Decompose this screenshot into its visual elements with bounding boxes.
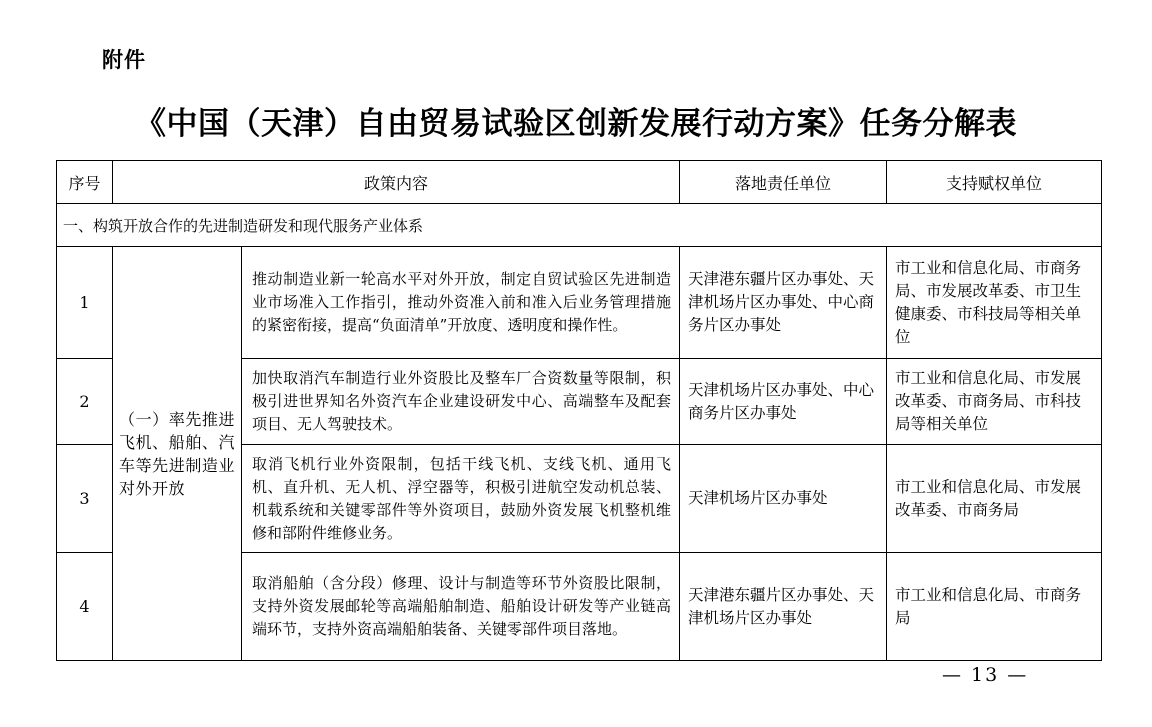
header-no: 序号 xyxy=(57,161,113,204)
table-row xyxy=(57,247,1102,359)
responsible-unit: 天津港东疆片区办事处、天津机场片区办事处、中心商务片区办事处 xyxy=(680,247,887,359)
section-title: 一、构筑开放合作的先进制造研发和现代服务产业体系 xyxy=(57,204,1102,247)
attachment-label: 附件 xyxy=(102,48,146,72)
responsible-unit: 天津机场片区办事处 xyxy=(680,445,887,553)
policy-content: 取消飞机行业外资限制，包括干线飞机、支线飞机、通用飞机、直升机、无人机、浮空器等，积极引进航空发动机总装、机载系统和关键零部件等外资项目，鼓励外资发展飞机整机维修和部附件维修业务。 xyxy=(242,445,680,553)
support-unit: 市工业和信息化局、市商务局 xyxy=(887,553,1102,661)
row-number: 3 xyxy=(57,445,113,553)
row-number: 1 xyxy=(57,247,113,359)
row-number: 2 xyxy=(57,359,113,445)
header-policy: 政策内容 xyxy=(113,161,680,204)
support-unit: 市工业和信息化局、市商务局、市发展改革委、市卫生健康委、市科技局等相关单位 xyxy=(887,247,1102,359)
policy-content: 加快取消汽车制造行业外资股比及整车厂合资数量等限制，积极引进世界知名外资汽车企业建设研发中心、高端整车及配套项目、无人驾驶技术。 xyxy=(242,359,680,445)
page-number: — 13 — xyxy=(942,664,1029,686)
table-header-row xyxy=(57,161,1102,204)
policy-content: 推动制造业新一轮高水平对外开放，制定自贸试验区先进制造业市场准入工作指引，推动外资准入前和准入后业务管理措施的紧密衔接，提高“负面清单”开放度、透明度和操作性。 xyxy=(242,247,680,359)
policy-content: 取消船舶（含分段）修理、设计与制造等环节外资股比限制，支持外资发展邮轮等高端船舶制造、船舶设计研发等产业链高端环节，支持外资高端船舶装备、关键零部件项目落地。 xyxy=(242,553,680,661)
header-responsible: 落地责任单位 xyxy=(680,161,887,204)
support-unit: 市工业和信息化局、市发展改革委、市商务局、市科技局等相关单位 xyxy=(887,359,1102,445)
task-table xyxy=(56,160,1102,661)
row-number: 4 xyxy=(57,553,113,661)
responsible-unit: 天津港东疆片区办事处、天津机场片区办事处 xyxy=(680,553,887,661)
category-cell: （一）率先推进飞机、船舶、汽车等先进制造业对外开放 xyxy=(113,247,242,661)
document-title: 《中国（天津）自由贸易试验区创新发展行动方案》任务分解表 xyxy=(135,106,1017,142)
responsible-unit: 天津机场片区办事处、中心商务片区办事处 xyxy=(680,359,887,445)
header-support: 支持赋权单位 xyxy=(887,161,1102,204)
support-unit: 市工业和信息化局、市发展改革委、市商务局 xyxy=(887,445,1102,553)
section-row xyxy=(57,204,1102,247)
